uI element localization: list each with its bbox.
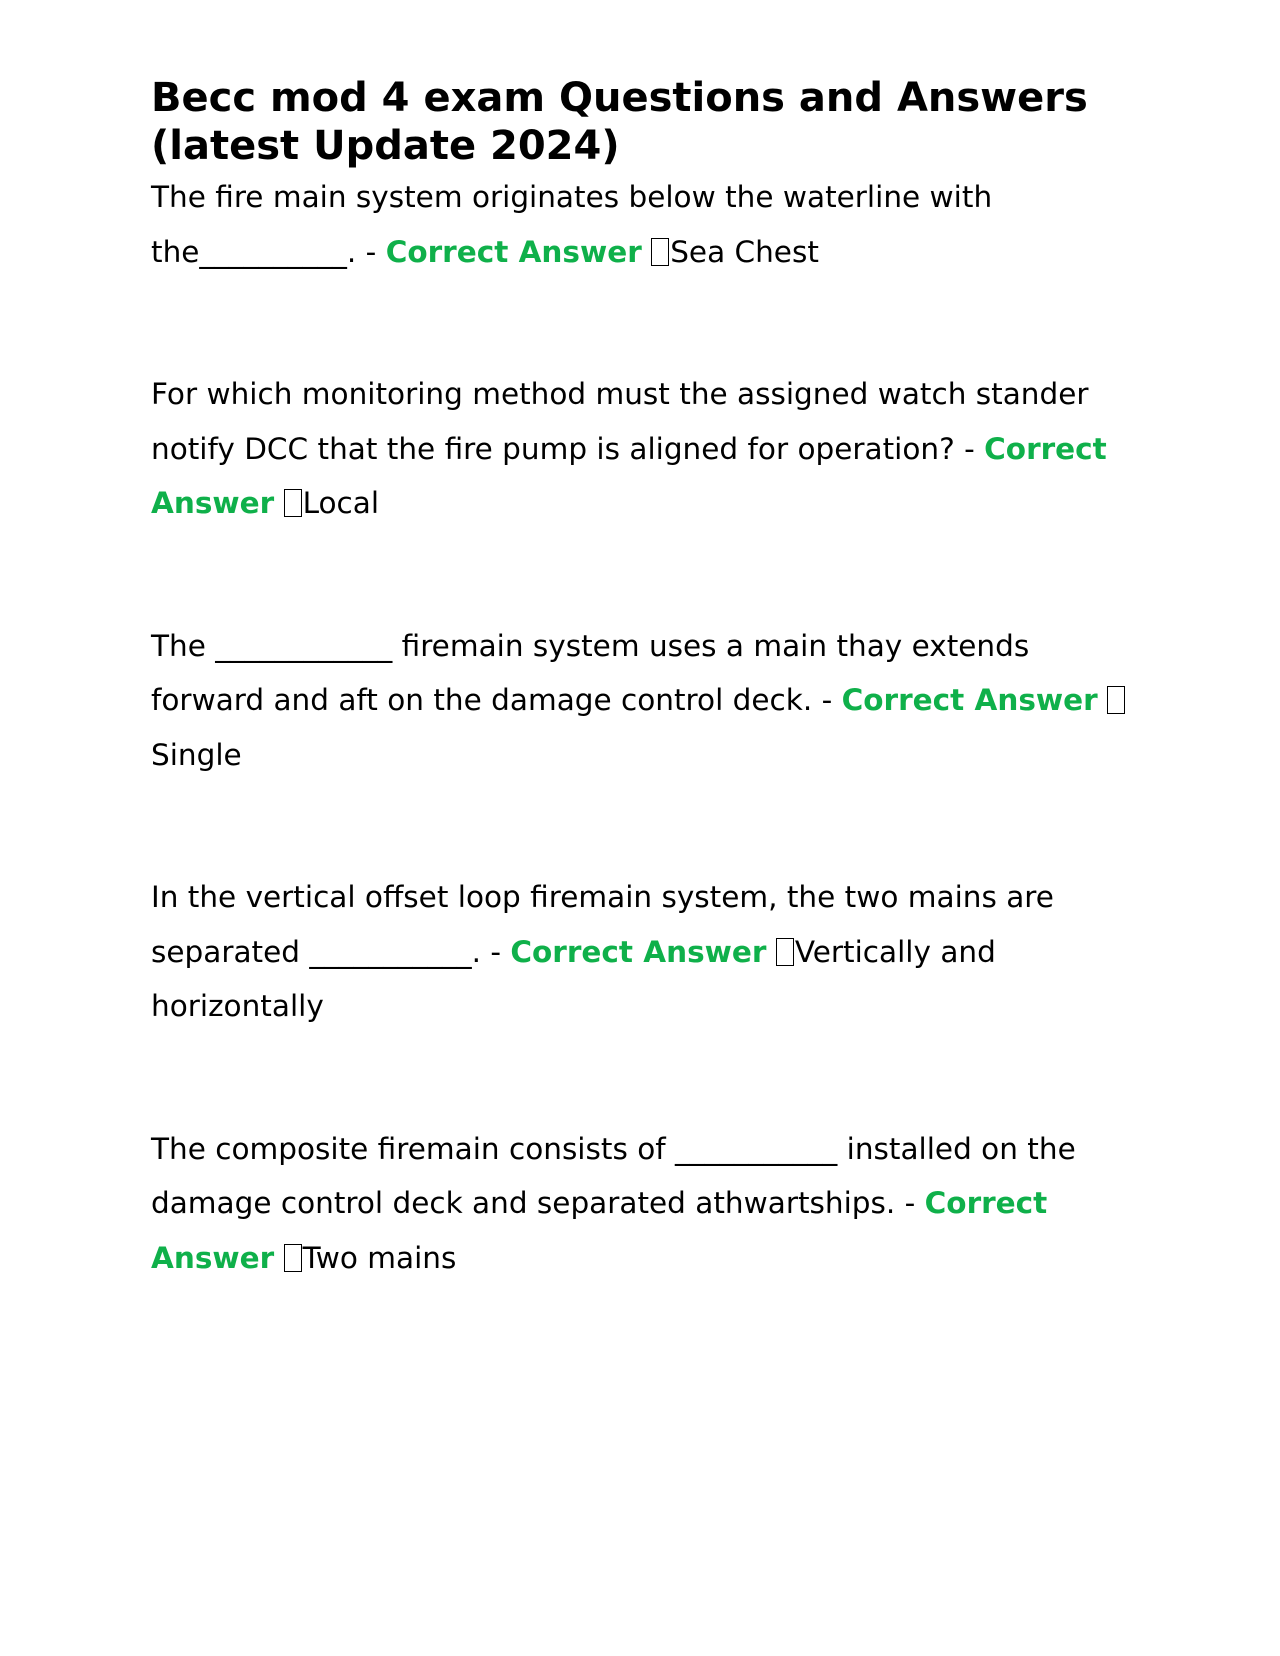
missing-glyph-icon (284, 1244, 302, 1272)
qa-item (151, 170, 1131, 279)
missing-glyph-icon (651, 238, 669, 266)
answer-text: Vertically and horizontally (151, 934, 996, 1023)
question-text: In the vertical offset loop firemain system, the two mains are separated ___________. - (151, 880, 1054, 969)
answer-text: Sea Chest (670, 234, 819, 269)
qa-item (151, 619, 1131, 783)
correct-answer-label: Correct Answer (151, 431, 1107, 520)
qa-item (151, 1122, 1131, 1286)
document-page (151, 74, 1131, 1285)
qa-item (151, 367, 1131, 531)
answer-text: Two mains (302, 1240, 457, 1275)
missing-glyph-icon (284, 489, 302, 517)
question-text: The composite firemain consists of ___________ installed on the damage control deck and separated athwartships. - (151, 1131, 1076, 1220)
correct-answer-label: Correct Answer (841, 683, 1098, 717)
missing-glyph-icon (776, 938, 794, 966)
missing-glyph-icon (1107, 686, 1125, 714)
answer-text: Single (151, 737, 242, 772)
question-text: For which monitoring method must the assigned watch stander notify DCC that the fire pump is aligned for operation? - (151, 377, 1089, 466)
document-title: Becc mod 4 exam Questions and Answers (latest Update 2024) (151, 75, 1088, 169)
question-text: The ____________ firemain system uses a main thay extends forward and aft on the damage control deck. - (151, 628, 1030, 717)
qa-item (151, 870, 1131, 1034)
answer-text: Local (302, 486, 380, 520)
correct-answer-label: Correct Answer (510, 934, 767, 969)
question-text: The fire main system originates below the waterline with the__________. - (151, 180, 993, 269)
correct-answer-label: Correct Answer (385, 234, 642, 269)
correct-answer-label: Correct Answer (151, 1186, 1048, 1275)
